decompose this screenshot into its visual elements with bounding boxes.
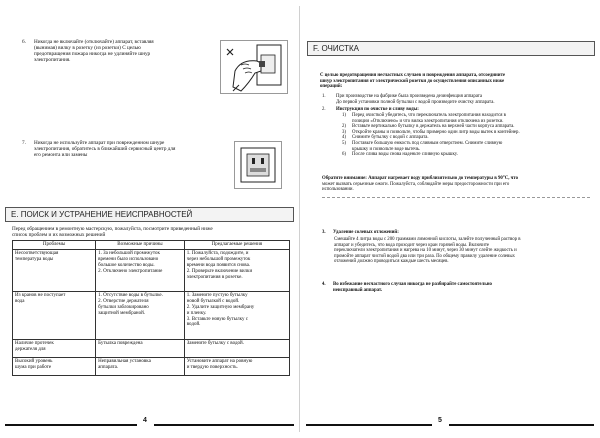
- section-e-title: Е. ПОИСК И УСТРАНЕНИЕ НЕИСПРАВНОСТЕЙ: [5, 207, 294, 222]
- warning-line: использовании.: [322, 187, 354, 193]
- item-7-line: его ремонта или замены: [34, 152, 88, 159]
- causes-cell: [96, 339, 185, 357]
- table-row: [13, 339, 290, 357]
- step-2-title: Инструкция по очистке и сливу воды:: [336, 107, 419, 112]
- cell-line: 1. Замените пустую бутылку: [186, 292, 248, 298]
- item-6-number: 6.: [22, 39, 26, 45]
- page-number-5: 5: [438, 417, 442, 424]
- substep-line: Вставьте вертикально бутылку в держатель на верхней части корпуса аппарата.: [352, 124, 515, 130]
- section-f-title: F. ОЧИСТКА: [307, 41, 595, 56]
- substep-number: 1): [342, 113, 346, 118]
- cell-line: Несоответствующая: [15, 250, 59, 256]
- cell-line: 3. Вставьте новую бутылку с: [186, 316, 248, 322]
- footer-rule-right: [449, 424, 594, 426]
- warning-line: Обратите внимание: Аппарат нагревает воду приблизительно до температуры в 90°C, что: [322, 176, 518, 181]
- substep-number: 3): [342, 129, 346, 135]
- cell-line: водой.: [186, 322, 201, 328]
- cell-line: Установите аппарат на ровную: [186, 358, 253, 364]
- substep-line: Снимите бутылку с водой с аппарата.: [352, 135, 429, 141]
- substep-number: 2): [342, 124, 346, 130]
- substep-number: 5): [342, 140, 346, 146]
- cell-line: большое количество воды.: [98, 262, 155, 268]
- step-line: При производстве на фабрике была произведена дезинфекция аппарата: [336, 94, 483, 99]
- troubleshooting-intro: [12, 226, 292, 238]
- cell-line: 2. Отключено электропитание: [98, 268, 163, 274]
- warning-separator: [322, 197, 590, 198]
- solutions-cell: [184, 291, 289, 339]
- cell-line: 2. Удалите защитную мембрану: [186, 304, 255, 310]
- cell-line: Наличие протечек: [15, 340, 54, 346]
- step-3-title: Удаление солевых отложений:: [333, 230, 399, 235]
- solutions-cell: [184, 339, 289, 357]
- cell-line: вода: [15, 298, 25, 304]
- power-outlet-icon: [235, 142, 281, 188]
- problem-cell: [13, 339, 96, 357]
- footer-rule-left: [5, 424, 137, 426]
- cell-line: Неправильная установка: [98, 358, 151, 364]
- causes-cell: [96, 357, 185, 375]
- troubleshooting-table: [12, 240, 290, 376]
- causes-cell: [96, 291, 185, 339]
- problem-cell: [13, 357, 96, 375]
- column-header-solutions: Предлагаемые решения: [184, 241, 289, 250]
- cell-line: бутылки заблокировано: [98, 304, 149, 310]
- item-6-line: предотвращения пожара никогда не удлиняйте шнур: [34, 51, 151, 58]
- cell-line: Из кранов не поступает: [15, 292, 66, 298]
- item-6-text: [34, 39, 214, 63]
- step-line: аппарат и убедитесь, что вода проходит через кран горячей воды. Включите: [334, 242, 490, 248]
- causes-cell: [96, 249, 185, 291]
- cell-line: электропитания в розетке.: [186, 274, 243, 280]
- step-line: переключатели электропитания и нагрева на 10 минут, через 30 минут слейте жидкость и: [334, 248, 517, 254]
- cell-line: и пленку.: [186, 310, 207, 316]
- cell-line: 2. Отверстие держателя: [98, 298, 149, 304]
- problem-cell: [13, 291, 96, 339]
- substep-line: крышку и позвольте воде вытечь.: [352, 146, 421, 152]
- step-line: промойте аппарат чистой водой два или три раза. По общему правилу удаление солевых: [334, 253, 515, 259]
- step-3-text: [334, 237, 590, 265]
- list-item: [342, 113, 592, 124]
- solutions-cell: [184, 357, 289, 375]
- substep-line: Откройте краны и позвольте, чтобы примерно один литр воды вытек в контейнер.: [352, 129, 520, 135]
- footer-rule-right: [154, 424, 294, 426]
- cleaning-substeps: [342, 113, 592, 158]
- item-6-line: Никогда не включайте (отключайте) аппарат, вставляя: [34, 39, 154, 45]
- cell-line: через небольшой промежуток: [186, 256, 251, 262]
- substep-line: После слива воды снова наденьте сливную крышку.: [352, 152, 458, 158]
- cell-line: шума при работе: [15, 364, 52, 370]
- cell-line: держателя для: [15, 346, 46, 352]
- intro-line: список проблем и их возможных решений: [12, 232, 106, 239]
- step-2-number: 2.: [322, 107, 326, 112]
- intro-line: Перед обращением в ремонтную мастерскую, пожалуйста, посмотрите приведенный ниже: [12, 226, 213, 232]
- table-header-row: [13, 241, 290, 250]
- solutions-cell: [184, 249, 289, 291]
- warning-line: может вызвать серьезные ожоги. Пожалуйста, соблюдайте меры предосторожности при его: [322, 181, 510, 187]
- substep-line: Поставьте большую емкость под сливным отверстием. Снимите сливную: [352, 140, 503, 146]
- substep-line: позиции «Отключено» и что вилка электропитания отключена из розетки.: [352, 118, 504, 124]
- table-row: [13, 291, 290, 339]
- list-item: [342, 152, 592, 158]
- substep-line: Перед очисткой убедитесь, что переключатель электропитания находится в: [352, 113, 506, 118]
- cell-line: 2. Проверьте включение вилки: [186, 268, 253, 274]
- step-line: До первой установки полной бутылки с водой произведите очистку аппарата.: [336, 99, 495, 105]
- intro-line: шнур электропитания от электрической розетки до осуществления описанных ниже: [320, 78, 505, 84]
- cell-line: аппарата.: [98, 364, 119, 370]
- cell-line: новой бутылкой с водой.: [186, 298, 240, 304]
- item-7-line: Никогда не используйте аппарат при поврежденном шнуре: [34, 140, 165, 146]
- item-7-text: [34, 140, 214, 158]
- cell-line: Высокий уровень: [15, 358, 53, 364]
- page-number-4: 4: [143, 417, 147, 424]
- step-line: Во избежание несчастного случая никогда не разбирайте самостоятельно: [333, 282, 492, 287]
- step-3-number: 3.: [322, 230, 326, 235]
- step-1-text: [336, 94, 586, 105]
- table-row: [13, 357, 290, 375]
- cell-line: и твердую поверхность.: [186, 364, 238, 370]
- page-spread-divider: [299, 6, 300, 432]
- column-header-problems: Проблемы: [13, 241, 96, 250]
- step-1-number: 1.: [322, 94, 326, 99]
- step-4-text: [333, 282, 589, 293]
- intro-line: С целью предотвращения несчастных случаев и повреждения аппарата, отсоедините: [320, 73, 506, 78]
- footer-rule-left: [306, 424, 432, 426]
- cell-line: Бутылка повреждена: [98, 340, 143, 346]
- cell-line: 1. Пожалуйста, подождите, и: [186, 250, 249, 256]
- cell-line: 1. Отсутствие воды в бутылке.: [98, 292, 163, 298]
- item-7-number: 7.: [22, 140, 26, 146]
- list-item: [342, 141, 592, 152]
- hand-plug-icon: [221, 41, 287, 93]
- cleaning-intro: [320, 73, 588, 90]
- table-row: [13, 249, 290, 291]
- item-6-line: электропитания.: [34, 57, 71, 64]
- cord-warning-illustration: [234, 141, 282, 189]
- item-6-line: (вынимая) вилку в розетку (из розетки) С целью: [34, 45, 141, 52]
- problem-cell: [13, 249, 96, 291]
- step-line: Смешайте 4 литра воды с 200 граммами лимонной кислоты, залейте полученный раствор в: [334, 237, 521, 242]
- item-7-line: электропитания, обратитесь в ближайший сервисный центр для: [34, 146, 176, 153]
- cell-line: Замените бутылку с водой.: [186, 340, 244, 346]
- step-4-number: 4.: [322, 282, 326, 287]
- substep-number: 4): [342, 135, 346, 141]
- cell-line: 1. За небольшой промежуток: [98, 250, 160, 256]
- plug-warning-illustration: [220, 40, 288, 94]
- cell-line: защитной мембраной.: [98, 310, 146, 316]
- cell-line: температура воды: [15, 256, 54, 262]
- column-header-causes: Возможные причины: [96, 241, 185, 250]
- hot-water-warning: [322, 176, 590, 193]
- intro-line: операций:: [320, 84, 343, 90]
- step-line: неисправный аппарат.: [333, 287, 383, 293]
- step-line: отложений должно проводиться каждые шесть месяцев.: [334, 259, 449, 265]
- substep-number: 6): [342, 152, 346, 158]
- cell-line: времени было использовано: [98, 256, 159, 262]
- cell-line: времени вода появится снова.: [186, 262, 251, 268]
